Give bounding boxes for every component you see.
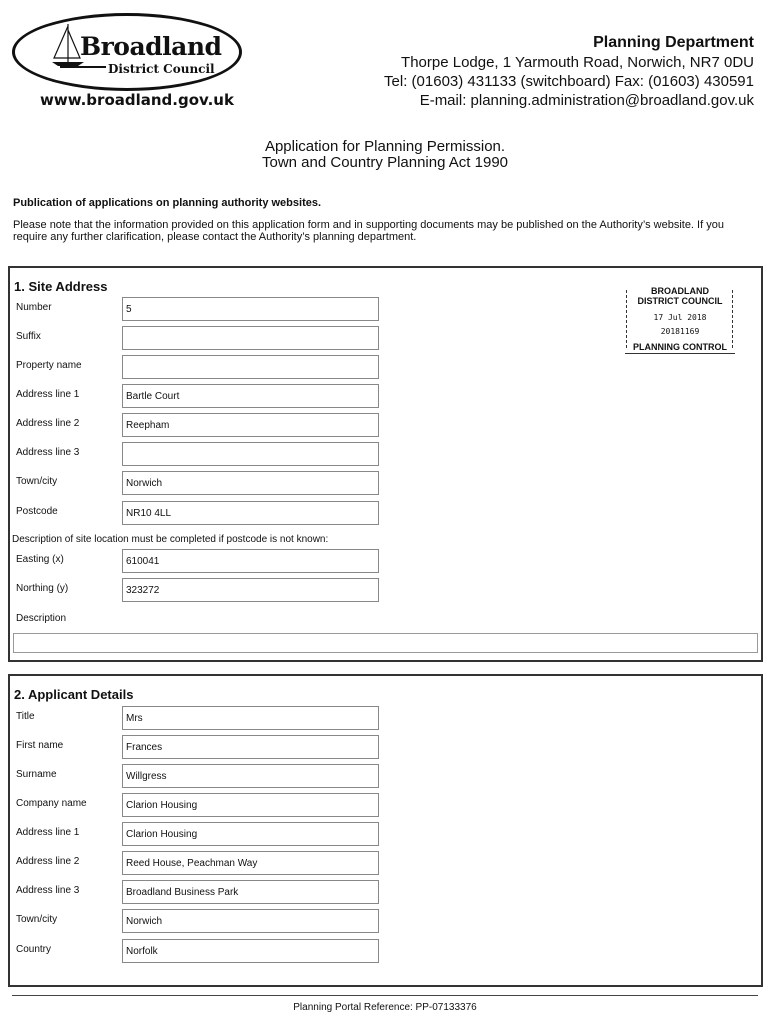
field-label: Address line 2 — [16, 856, 80, 867]
field-label: Suffix — [16, 331, 41, 342]
applicant-town-city-field[interactable] — [122, 909, 379, 933]
field-label: Address line 1 — [16, 827, 80, 838]
received-stamp — [625, 286, 735, 354]
stamp-reference: 20181169 — [660, 327, 700, 336]
number-field[interactable] — [122, 297, 379, 321]
website-link[interactable]: www.broadland.gov.uk — [40, 91, 234, 109]
field-label: Title — [16, 711, 35, 722]
title-field[interactable] — [122, 706, 379, 730]
address-line-3-field[interactable] — [122, 442, 379, 466]
field-label: Property name — [16, 360, 82, 371]
section-title-site-address: 1. Site Address — [14, 279, 108, 294]
form-subtitle: Town and Country Planning Act 1990 — [262, 154, 508, 171]
applicant-address-line-1-field[interactable] — [122, 822, 379, 846]
logo-subtitle: District Council — [108, 62, 215, 76]
field-label: First name — [16, 740, 64, 751]
field-label: Surname — [16, 769, 57, 780]
company-name-field[interactable] — [122, 793, 379, 817]
property-name-field[interactable] — [122, 355, 379, 379]
publication-text: Please note that the information provided on this application form and in supporting documents may be published on the Authority’s website. If you require any further clarification, please contact the Authority’s planning department. — [13, 219, 724, 243]
field-label: Postcode — [16, 506, 58, 517]
field-label: Town/city — [16, 914, 58, 925]
field-label: Town/city — [16, 476, 58, 487]
department-title: Planning Department — [593, 34, 754, 51]
field-label: Description — [16, 613, 67, 624]
field-label: Easting (x) — [16, 554, 64, 565]
field-label: Address line 1 — [16, 389, 80, 400]
field-label: Address line 2 — [16, 418, 80, 429]
field-label: Northing (y) — [16, 583, 69, 594]
first-name-field[interactable] — [122, 735, 379, 759]
suffix-field[interactable] — [122, 326, 379, 350]
form-title: Application for Planning Permission. — [264, 138, 506, 155]
surname-field[interactable] — [122, 764, 379, 788]
northing-field[interactable] — [122, 578, 379, 602]
address-line-2-field[interactable] — [122, 413, 379, 437]
section-title-applicant: 2. Applicant Details — [14, 687, 134, 702]
field-label: Address line 3 — [16, 447, 80, 458]
postcode-field[interactable] — [122, 501, 379, 525]
publication-heading: Publication of applications on planning authority websites. — [13, 197, 322, 209]
location-note: Description of site location must be completed if postcode is not known: — [12, 534, 329, 545]
logo-name: Broadland — [80, 32, 222, 61]
address-line-1-field[interactable] — [122, 384, 379, 408]
logo-rule — [60, 66, 106, 68]
applicant-address-line-2-field[interactable] — [122, 851, 379, 875]
department-address: Thorpe Lodge, 1 Yarmouth Road, Norwich, NR7 0DU — [401, 54, 754, 71]
stamp-council: BROADLAND DISTRICT COUNCIL — [637, 286, 723, 306]
field-label: Company name — [16, 798, 87, 809]
country-field[interactable] — [122, 939, 379, 963]
portal-reference: Planning Portal Reference: PP-07133376 — [293, 1002, 477, 1013]
stamp-department: PLANNING CONTROL — [633, 342, 727, 352]
applicant-address-line-3-field[interactable] — [122, 880, 379, 904]
department-phone: Tel: (01603) 431133 (switchboard) Fax: (01603) 430591 — [384, 73, 754, 90]
footer-divider — [12, 995, 758, 996]
field-label: Number — [16, 302, 52, 313]
field-label: Country — [16, 944, 52, 955]
department-email: E-mail: planning.administration@broadland.gov.uk — [419, 92, 754, 109]
field-label: Address line 3 — [16, 885, 80, 896]
easting-field[interactable] — [122, 549, 379, 573]
description-field[interactable] — [13, 633, 758, 653]
town-city-field[interactable] — [122, 471, 379, 495]
stamp-date: 17 Jul 2018 — [653, 313, 707, 322]
